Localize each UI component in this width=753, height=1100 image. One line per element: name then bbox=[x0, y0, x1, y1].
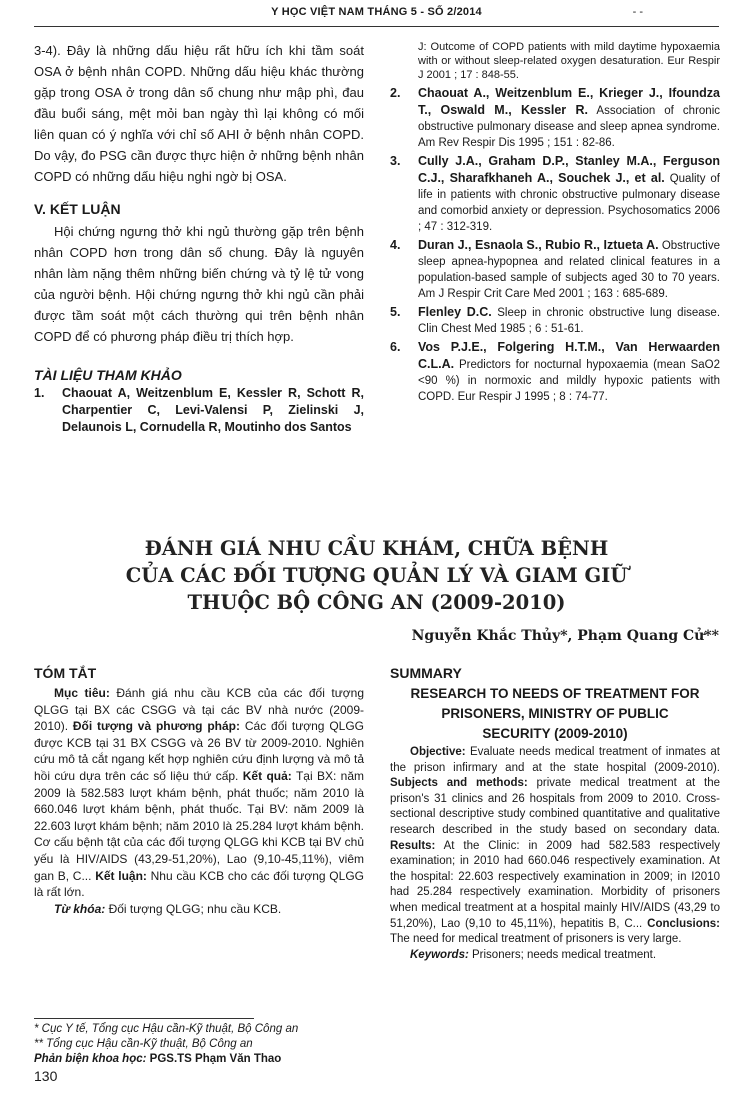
en-title-line: PRISONERS, MINISTRY OF PUBLIC bbox=[441, 706, 669, 721]
keywords-label: Keywords: bbox=[410, 948, 469, 961]
reference-authors: Flenley D.C. bbox=[418, 305, 492, 319]
reference-text: Predictors for nocturnal hypoxaemia (mean SaO2 <90 %) in normoxic and mildly hypoxic patients with COPD. Eur Respir J 1995 ; 8 : 74-77. bbox=[418, 359, 721, 403]
reference-item bbox=[390, 237, 720, 302]
prev-article-left-column bbox=[34, 40, 364, 438]
header-dashes: - - bbox=[632, 6, 643, 18]
keywords-text: Prisoners; needs medical treatment. bbox=[468, 948, 657, 961]
conclusion-text: The need for medical treatment of prisoners is very large. bbox=[390, 933, 682, 946]
footnote-affiliation-1: * Cục Y tế, Tổng cục Hậu cần-Kỹ thuật, Bộ Công an bbox=[34, 1023, 299, 1035]
conclusion-text: Nhu cầu KCB cho các đối tượng QLGG là rất lớn. bbox=[34, 868, 364, 900]
methods-text: Các đối tượng QLGG được KCB tại 31 BX CSGG và 26 BV từ 2009-2010. Nghiên cứu mô tả cắt ngang kết hợp nghiên cứu định lượng và mô tả hồi cứu dựa trên các số liệu thứ cấp. bbox=[34, 719, 365, 783]
keywords-label: Từ khóa: bbox=[54, 901, 106, 916]
article-authors: Nguyễn Khắc Thủy*, Phạm Quang Cử** bbox=[411, 628, 719, 644]
reference-item bbox=[390, 304, 720, 337]
reference-authors: Chaouat A., Weitzenblum E., Krieger J., Ifoundza T., Oswald M., Kessler R. bbox=[418, 86, 720, 117]
results-text: Tại BX: năm 2009 là 582.583 lượt khám bệnh, phát thuốc; năm 2010 là 660.046 lượt khám bệnh, phát thuốc. Tại BV: năm 2009 là 22.603 lượt khám bệnh; năm 2010 là 25.284 lượt khám bệnh. Cơ cấu bệnh tật của các đối tượng QLGG khi KCB tại BV chủ yếu là HIV/AIDS (43,29-51,20%), Lao (9,10-45,11%), viêm gan B, C... bbox=[34, 768, 365, 883]
title-line: THUỘC BỘ CÔNG AN (2009-2010) bbox=[187, 591, 566, 614]
discussion-paragraph: 3-4). Đây là những dấu hiệu rất hữu ích khi tầm soát OSA ở bệnh nhân COPD. Những dấu hiệu khác thường gặp trong OSA ở trong dân số chung như mập phì, đau đầu buổi sáng, mệt mỏi ban ngày thì lại không có mối liên quan có ý nghĩa với chỉ số AHI ở bệnh nhân COPD. Do vậy, đo PSG cần được thực hiện ở những bệnh nhân COPD có những dấu hiệu nghi ngờ bị OSA. bbox=[34, 43, 364, 184]
en-keywords bbox=[390, 948, 720, 964]
vn-abstract-heading: TÓM TẮT bbox=[34, 665, 97, 681]
title-line: ĐÁNH GIÁ NHU CẦU KHÁM, CHỮA BỆNH bbox=[144, 537, 609, 560]
reference-text: Quality of life in patients with chronic obstructive pulmonary disease and comorbid anxiety or depression. Psychosomatics 2006 ; 47 : 312-319. bbox=[418, 173, 721, 233]
objective-label: Objective: bbox=[410, 746, 466, 758]
reference-text: Obstructive sleep apnea-hypopnea and related clinical features in a population-based sample of subjects aged 30 to 70 years. Am J Respir Crit Care Med 2001 ; 163 : 685-689. bbox=[418, 240, 721, 300]
references-heading: TÀI LIỆU THAM KHẢO bbox=[34, 367, 182, 383]
conclusion-text: Hội chứng ngưng thở khi ngủ thường gặp trên bệnh nhân COPD hơn trong dân số chung. Đây là nguyên nhân làm nặng thêm những biến chứng và tỷ lệ tử vong của người bệnh. Hội chứng ngưng thở khi ngủ cần phải được tầm soát một cách thường qui trên bệnh nhân COPD để có phương pháp điều trị thích hợp. bbox=[34, 224, 364, 344]
reference-authors: Vos P.J.E., Folgering H.T.M., Van Herwaarden C.L.A. bbox=[418, 340, 720, 371]
prev-article-right-column bbox=[390, 40, 720, 407]
reference-number: 1. bbox=[34, 386, 45, 400]
conclusion-heading: V. KẾT LUẬN bbox=[34, 201, 121, 217]
reference-item bbox=[34, 385, 364, 436]
methods-text: private medical treatment at the prison's 31 clinics and 26 hospitals from 2009 to 2010. Cross-sectional descriptive study combined quantitative and qualitative research described in the study based on secondary data. bbox=[390, 777, 720, 836]
footnote-affiliation-2: ** Tổng cục Hậu cần-Kỹ thuật, Bộ Công an bbox=[34, 1038, 253, 1050]
reference-number: 3. bbox=[390, 154, 401, 168]
conclusion-label: Conclusions: bbox=[647, 917, 720, 930]
running-header: Y HỌC VIỆT NAM THÁNG 5 - SỐ 2/2014 bbox=[271, 6, 482, 18]
reference-authors: Cully J.A., Graham D.P., Stanley M.A., Ferguson C.J., Sharafkhaneh A., Souchek J., et al. bbox=[418, 154, 720, 185]
reference-list-left bbox=[34, 385, 364, 436]
en-title-line: RESEARCH TO NEEDS OF TREATMENT FOR bbox=[410, 686, 700, 701]
header-rule bbox=[34, 26, 719, 27]
title-line: CỦA CÁC ĐỐI TƯỢNG QUẢN LÝ VÀ GIAM GIỮ bbox=[125, 564, 628, 587]
page-number: 130 bbox=[34, 1068, 58, 1084]
vn-abstract-body bbox=[34, 685, 364, 901]
article-title bbox=[0, 535, 753, 616]
en-abstract-heading: SUMMARY bbox=[390, 665, 462, 681]
reference-item bbox=[390, 85, 720, 151]
objective-text: Evaluate needs medical treatment of inmates at the prison infirmary and at the state hospital (2009-2010). bbox=[390, 746, 720, 774]
objective-label: Mục tiêu: bbox=[54, 686, 110, 700]
en-title-line: SECURITY (2009-2010) bbox=[482, 726, 628, 741]
reference-number: 2. bbox=[390, 86, 401, 100]
methods-label: Đối tượng và phương pháp: bbox=[72, 719, 241, 734]
results-text: At the Clinic: in 2009 had 582.583 respectively examination; in 2010 had 660.046 respectively examination. At the hospital: 22.603 respectively examination in 2009; in I2010 had 25.284 respectively examination. Morbidity of prisoners when medical treatment at a hospital mainly HIV/AIDS (43,29 to 51,20%), Lao (9,10 to 45,11%), hepatitis B, C... bbox=[390, 839, 720, 930]
results-label: Results: bbox=[390, 839, 436, 852]
results-label: Kết quả: bbox=[242, 768, 292, 783]
en-abstract-body bbox=[390, 745, 720, 948]
reference-item bbox=[390, 153, 720, 235]
keywords-text: Đối tượng QLGG; nhu cầu KCB. bbox=[105, 901, 282, 916]
reference-number: 6. bbox=[390, 340, 401, 354]
reference-text: Association of chronic obstructive pulmonary disease and sleep apnea syndrome. Am Rev Respir Dis 1995 ; 151 : 82-86. bbox=[418, 105, 720, 149]
vn-abstract bbox=[34, 665, 364, 917]
reference-number: 4. bbox=[390, 238, 401, 252]
reference-list-right bbox=[390, 85, 720, 405]
conclusion-label: Kết luận: bbox=[95, 868, 147, 883]
reviewer-line bbox=[34, 1052, 364, 1067]
reference-item bbox=[390, 339, 720, 405]
methods-label: Subjects and methods: bbox=[390, 777, 528, 790]
footnote-rule bbox=[34, 1018, 254, 1019]
reference-continuation: J: Outcome of COPD patients with mild daytime hypoxaemia with or without sleep-related oxygen desaturation. Eur Respir J 2001 ; 17 : 848-55. bbox=[418, 41, 720, 81]
reference-authors: Duran J., Esnaola S., Rubio R., Iztueta A. bbox=[418, 238, 659, 252]
reviewer-name: PGS.TS Phạm Văn Thao bbox=[146, 1053, 282, 1065]
reference-text: Sleep in chronic obstructive lung disease. Clin Chest Med 1985 ; 6 : 51-61. bbox=[418, 307, 721, 335]
objective-text: Đánh giá nhu cầu KCB của các đối tượng QLGG tại BX các CSGG và tại các BV nhà nước (2009-2010). bbox=[34, 686, 364, 734]
reviewer-label: Phản biện khoa học: bbox=[34, 1053, 147, 1065]
footnotes bbox=[34, 1022, 364, 1067]
en-abstract bbox=[390, 665, 720, 963]
reference-authors: Chaouat A, Weitzenblum E, Kessler R, Schott R, Charpentier C, Levi-Valensi P, Zielinski J, Delaunois L, Cornudella R, Moutinho dos Santos bbox=[62, 386, 364, 434]
reference-number: 5. bbox=[390, 305, 401, 319]
vn-keywords bbox=[34, 901, 364, 918]
